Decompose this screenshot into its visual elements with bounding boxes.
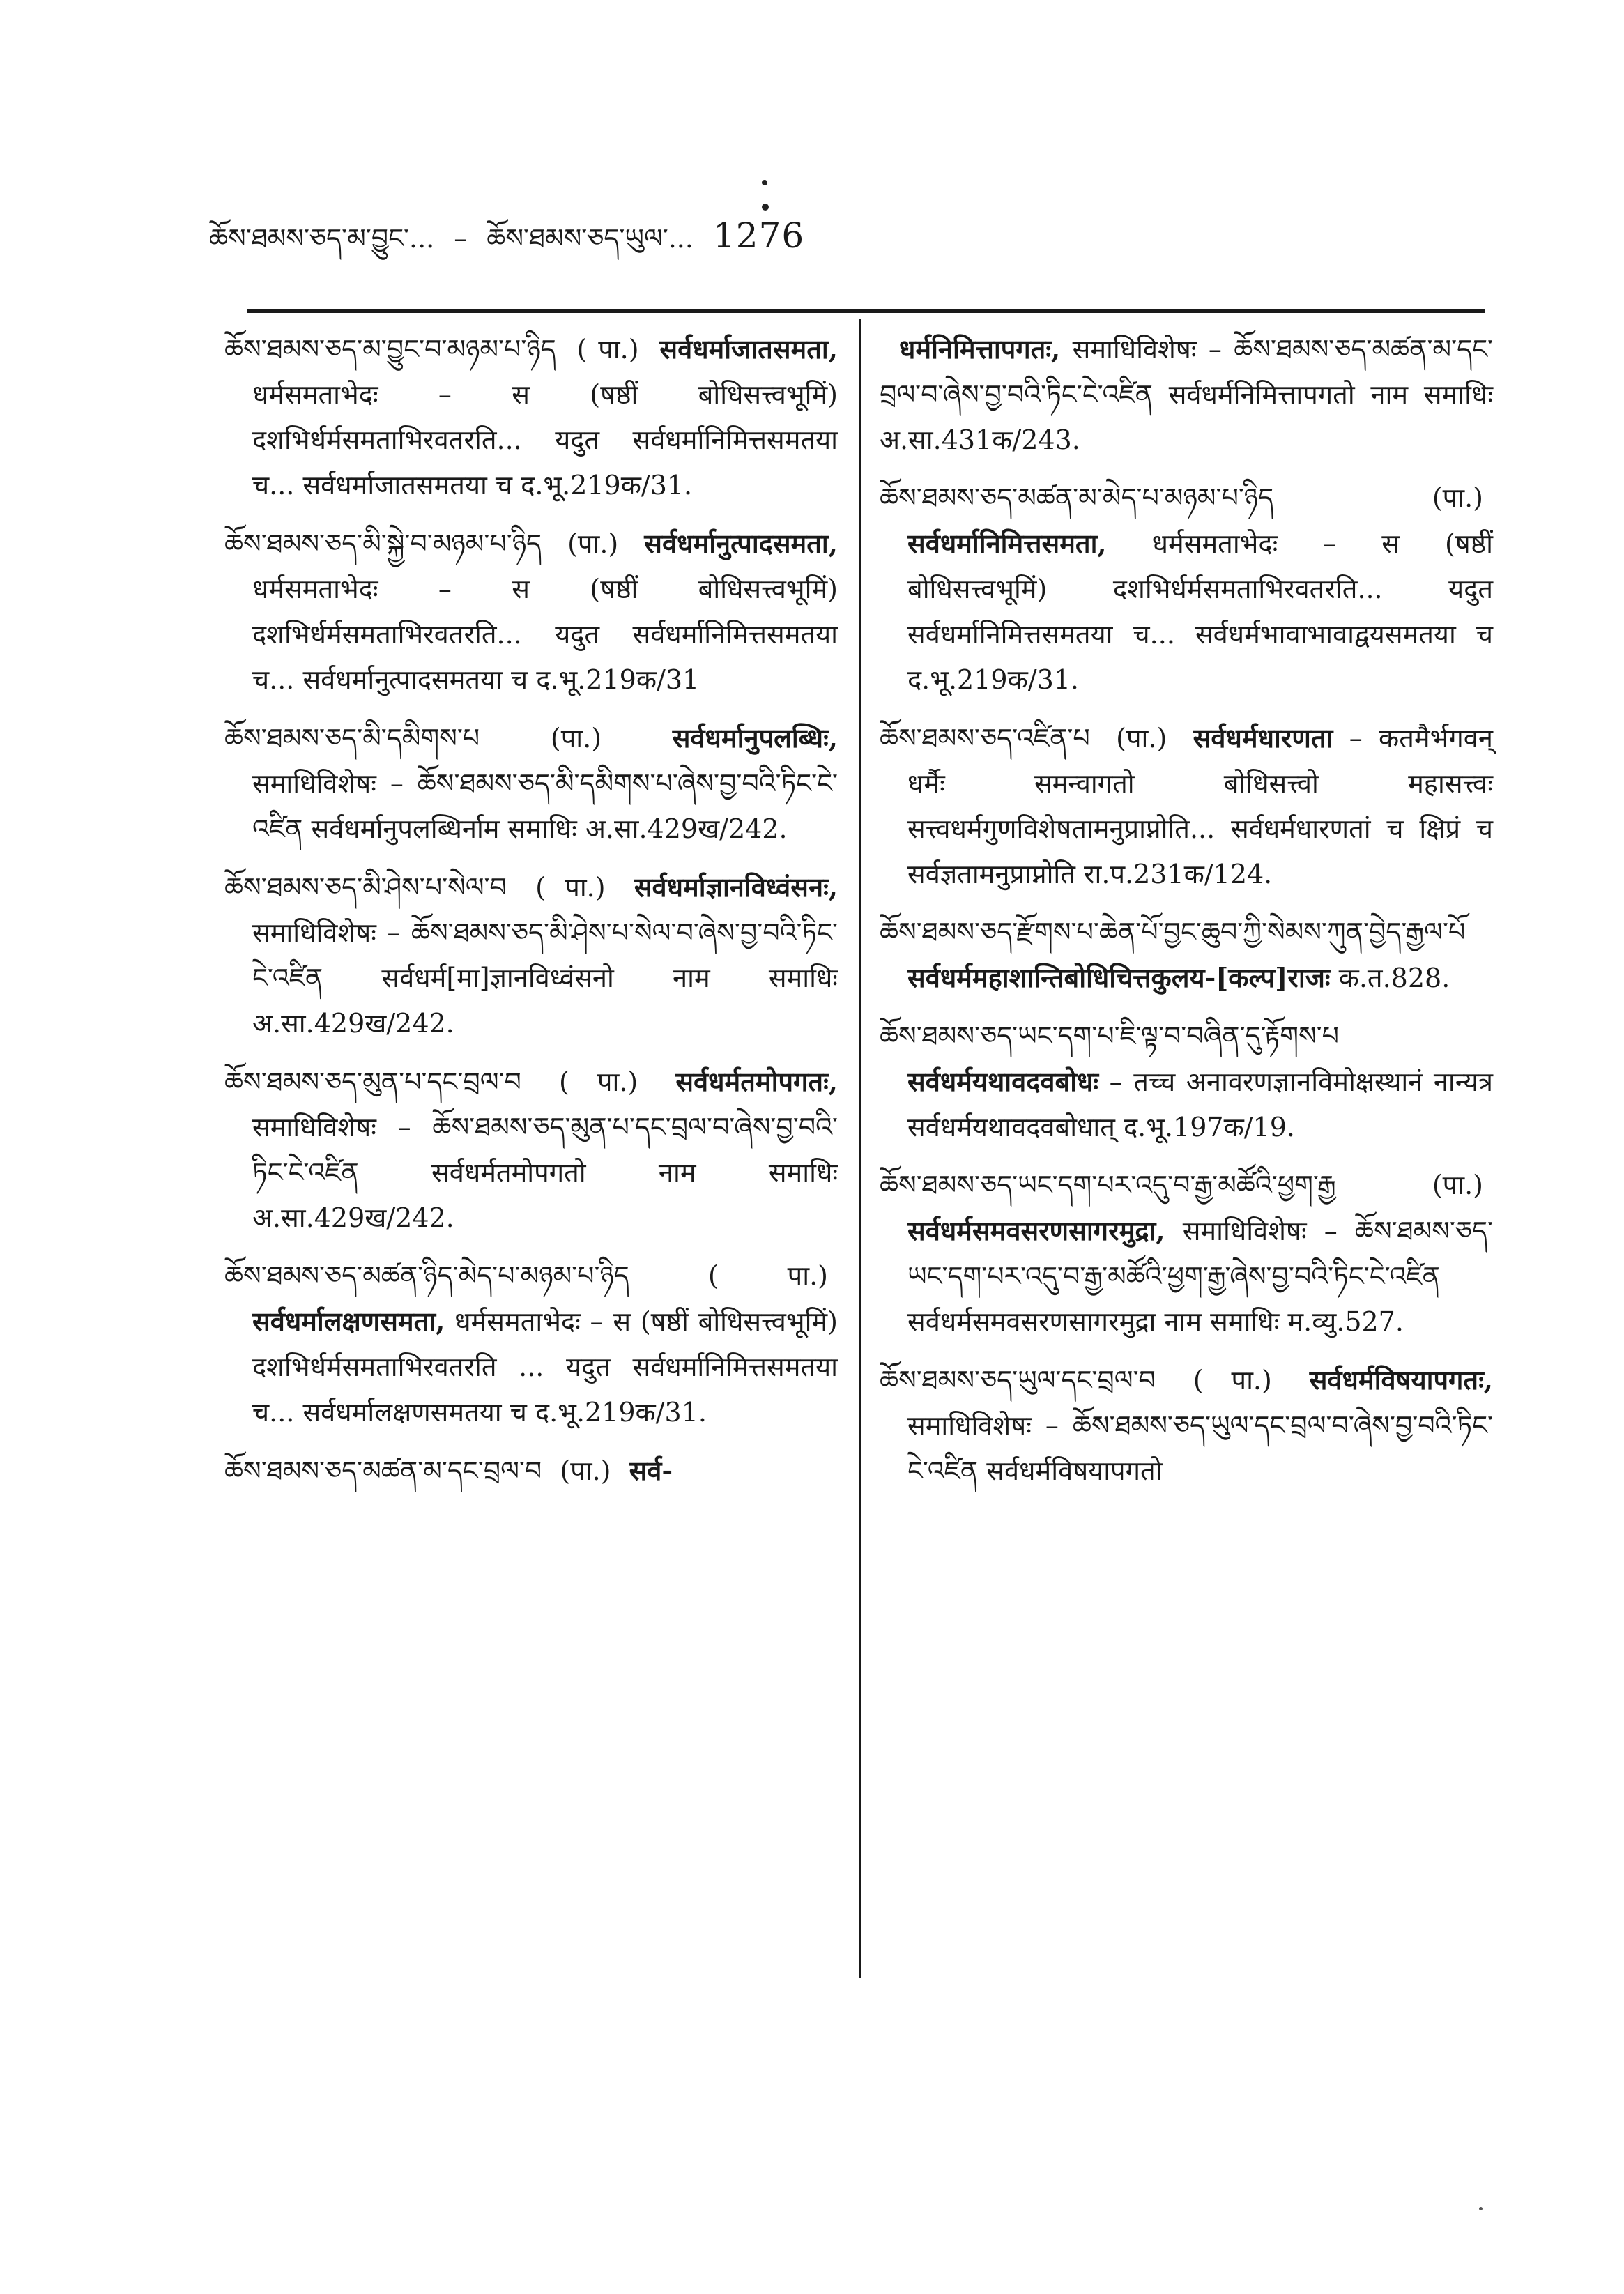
tibetan-headword: ཆོས་ཐམས་ཅད་མུན་པ་དང་བྲལ་བ	[224, 1066, 521, 1097]
pos-label: (पा.)	[1116, 723, 1167, 754]
dictionary-entry	[224, 1253, 838, 1435]
sanskrit-equivalent: सर्वधर्मतमोपगतः,	[675, 1066, 838, 1097]
sanskrit-equivalent: सर्वधर्मविषयापगतः,	[1309, 1364, 1493, 1395]
tibetan-headword: ཆོས་ཐམས་ཅད་མཚན་ཉིད་མེད་པ་མཉམ་པ་ཉིད	[224, 1260, 629, 1291]
entry-body: धर्मसमताभेदः – स (षष्ठीं बोधिसत्त्वभूमिं) दशभिर्धर्मसमताभिरवतरति ... यदुत सर्वधर्मानिमित्तसमतया च... सर्वधर्मालक्षणसमतया च द.भू.219क/31.	[252, 1306, 838, 1428]
sanskrit-equivalent: सर्व-	[629, 1455, 673, 1486]
sanskrit-equivalent: सर्वधर्मालक्षणसमता,	[252, 1306, 445, 1337]
pos-label: ( पा.)	[535, 872, 606, 903]
dictionary-entry	[880, 1163, 1493, 1345]
pos-label: ( पा.)	[1193, 1365, 1272, 1395]
tibetan-headword: ཆོས་ཐམས་ཅད་ཡང་དག་པར་འདུ་བ་རྒྱ་མཚོའི་ཕྱག་རྒྱ	[880, 1170, 1336, 1200]
pos-label: (पा.)	[1432, 1170, 1483, 1200]
dictionary-entry	[224, 326, 838, 508]
column-divider	[859, 319, 861, 1978]
tibetan-headword: ཆོས་ཐམས་ཅད་མི་ཤེས་པ་སེལ་བ	[224, 872, 507, 903]
tibetan-headword: ཆོས་ཐམས་ཅད་མཚན་མ་མེད་པ་མཉམ་པ་ཉིད	[880, 482, 1274, 513]
ink-dot	[762, 180, 767, 185]
entry-body: – कतमैर्भगवन् धर्मैः समन्वागतो बोधिसत्त्वो महासत्त्वः सत्त्वधर्मगुणविशेषतामनुप्राप्नोति... सर्वधर्मधारणतां च क्षिप्रं च सर्वज्ञतामनुप्राप्नोति रा.प.231क/124.	[907, 723, 1493, 889]
dictionary-entry	[880, 1014, 1493, 1150]
pos-label: ( पा.)	[558, 1066, 638, 1097]
sanskrit-equivalent: धर्मनिमित्तापगतः,	[899, 333, 1061, 365]
guide-word-first: ཆོས་ཐམས་ཅད་མ་བྱུང་...	[209, 223, 435, 254]
entry-body: समाधिविशेषः – ཆོས་ཐམས་ཅད་ཡུལ་དང་བྲལ་བ་ཞེས་བྱ་བའི་ཏིང་ངེ་འཛིན सर्वधर्मविषयापगतो	[907, 1410, 1493, 1486]
dictionary-entry	[880, 910, 1493, 1001]
left-column	[224, 326, 838, 1506]
dictionary-entry	[224, 864, 838, 1046]
entry-body: धर्मसमताभेदः – स (षष्ठीं बोधिसत्त्वभूमिं) दशभिर्धर्मसमताभिरवतरति... यदुत सर्वधर्मानिमित्तसमतया च... सर्वधर्मानुत्पादसमतया च द.भू.219क/31	[252, 574, 838, 695]
tibetan-headword: ཆོས་ཐམས་ཅད་མི་དམིགས་པ	[224, 723, 480, 754]
guide-dash: –	[454, 223, 468, 254]
tibetan-headword: ཆོས་ཐམས་ཅད་མི་སྐྱེ་བ་མཉམ་པ་ཉིད	[224, 528, 542, 559]
page-number: 1276	[712, 215, 805, 256]
right-column	[880, 326, 1493, 1506]
entry-body: समाधिविशेषः – ཆོས་ཐམས་ཅད་ཡང་དག་པར་འདུ་བ་རྒྱ་མཚོའི་ཕྱག་རྒྱ་ཞེས་བྱ་བའི་ཏིང་ངེ་འཛིན सर्वधर्मसमवसरणसागरमुद्रा नाम समाधिः म.व्यु.527.	[907, 1216, 1493, 1337]
sanskrit-equivalent: सर्वधर्ममहाशान्तिबोधिचित्तकुलय-[कल्प]राजः	[907, 962, 1331, 993]
entry-body: समाधिविशेषः – ཆོས་ཐམས་ཅད་མུན་པ་དང་བྲལ་བ་ཞེས་བྱ་བའི་ཏིང་ངེ་འཛིན सर्वधर्मतमोपगतो नाम समाधिः अ.सा.429ख/242.	[252, 1112, 838, 1233]
entry-body: – तच्च अनावरणज्ञानविमोक्षस्थानं नान्यत्र सर्वधर्मयथावदवबोधात् द.भू.197क/19.	[907, 1066, 1493, 1142]
entry-body: धर्मसमताभेदः – स (षष्ठीं बोधिसत्त्वभूमिं) दशभिर्धर्मसमताभिरवतरति... यदुत सर्वधर्मानिमित्तसमतया च... सर्वधर्माजातसमतया च द.भू.219क/31.	[252, 379, 838, 500]
pos-label: (पा.)	[560, 1455, 611, 1486]
tibetan-headword: ཆོས་ཐམས་ཅད་མཚན་མ་དང་བྲལ་བ	[224, 1455, 542, 1486]
sanskrit-equivalent: सर्वधर्मधारणता	[1193, 722, 1333, 754]
sanskrit-equivalent: सर्वधर्मानिमित्तसमता,	[907, 528, 1107, 559]
sanskrit-equivalent: सर्वधर्मसमवसरणसागरमुद्रा,	[907, 1215, 1165, 1246]
entry-body: क.त.828.	[1338, 963, 1450, 993]
pos-label: ( पा.)	[707, 1260, 828, 1291]
dictionary-entry	[880, 715, 1493, 897]
sanskrit-equivalent: सर्वधर्माजातसमता,	[659, 333, 838, 365]
pos-label: (पा.)	[567, 528, 619, 559]
entry-body: समाधिविशेषः – ཆོས་ཐམས་ཅད་མཚན་མ་དང་བྲལ་བ་ཞེས་བྱ་བའི་ཏིང་ངེ་འཛིན सर्वधर्मनिमित्तापगतो नाम समाधिः अ.सा.431क/243.	[880, 334, 1493, 455]
tibetan-headword: ཆོས་ཐམས་ཅད་རྫོགས་པ་ཆེན་པོ་བྱང་ཆུབ་ཀྱི་སེམས་ཀུན་བྱེད་རྒྱལ་པོ	[880, 917, 1466, 947]
guide-word-last: ཆོས་ཐམས་ཅད་ཡུལ་...	[487, 223, 694, 254]
tibetan-headword: ཆོས་ཐམས་ཅད་ཡུལ་དང་བྲལ་བ	[880, 1365, 1156, 1395]
entry-body: समाधिविशेषः – ཆོས་ཐམས་ཅད་མི་དམིགས་པ་ཞེས་བྱ་བའི་ཏིང་ངེ་འཛིན सर्वधर्मानुपलब्धिर्नाम समाधिः अ.सा.429ख/242.	[252, 768, 838, 844]
tibetan-headword: ཆོས་ཐམས་ཅད་འཛིན་པ	[880, 723, 1090, 754]
entry-body: धर्मसमताभेदः – स (षष्ठीं बोधिसत्त्वभूमिं) दशभिर्धर्मसमताभिरवतरति... यदुत सर्वधर्मानिमित्तसमतया च... सर्वधर्मभावाभावाद्वयसमतया च द.भू.219क/31.	[907, 528, 1493, 695]
header-rule	[247, 309, 1485, 313]
sanskrit-equivalent: सर्वधर्मयथावदवबोधः	[907, 1066, 1099, 1097]
ink-dot	[1479, 2207, 1483, 2210]
dictionary-entry	[224, 1059, 838, 1241]
dictionary-entry	[224, 521, 838, 703]
tibetan-headword: ཆོས་ཐམས་ཅད་མ་བྱུང་བ་མཉམ་པ་ཉིད	[224, 334, 556, 365]
sanskrit-equivalent: सर्वधर्मानुत्पादसमता,	[644, 528, 838, 559]
dictionary-entry-continued	[880, 326, 1493, 463]
tibetan-headword: ཆོས་ཐམས་ཅད་ཡང་དག་པ་ཇི་ལྟ་བ་བཞིན་དུ་རྟོགས་པ	[880, 1020, 1339, 1051]
dictionary-entry	[880, 1357, 1493, 1494]
entry-body: समाधिविशेषः – ཆོས་ཐམས་ཅད་མི་ཤེས་པ་སེལ་བ་ཞེས་བྱ་བའི་ཏིང་ངེ་འཛིན सर्वधर्म[मा]ज्ञानविध्वंसनो नाम समाधिः अ.सा.429ख/242.	[252, 917, 838, 1039]
running-head	[209, 209, 906, 258]
sanskrit-equivalent: सर्वधर्माज्ञानविध्वंसनः,	[634, 871, 838, 903]
pos-label: (पा.)	[550, 723, 602, 754]
dictionary-entry	[224, 1448, 838, 1494]
pos-label: ( पा.)	[576, 334, 639, 365]
dictionary-entry	[880, 475, 1493, 703]
dictionary-entry	[224, 715, 838, 852]
pos-label: (पा.)	[1432, 482, 1483, 513]
sanskrit-equivalent: सर्वधर्मानुपलब्धिः,	[672, 722, 838, 754]
